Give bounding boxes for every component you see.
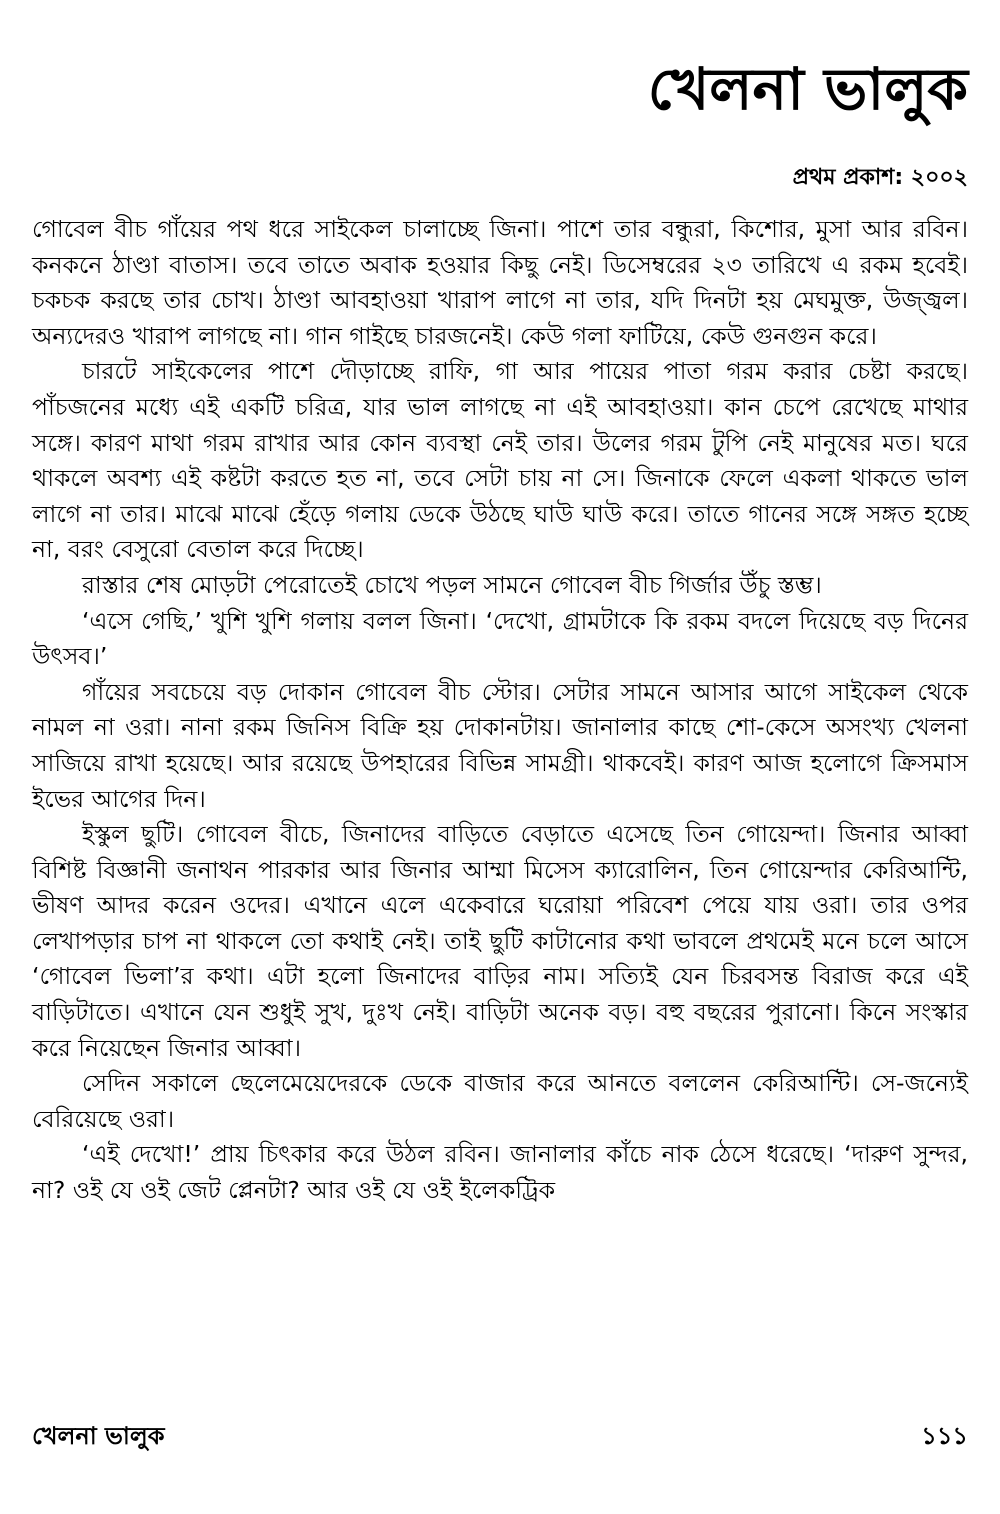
paragraph: গোবেল বীচ গাঁয়ের পথ ধরে সাইকেল চালাচ্ছে জিনা। পাশে তার বন্ধুরা, কিশোর, মুসা আর রবিন। কনকনে ঠাণ্ডা বাতাস। তবে তাতে অবাক হওয়ার কিছু নেই। ডিসেম্বরের ২৩ তারিখে এ রকম হবেই। চকচক করছে তার চোখ। ঠাণ্ডা আবহাওয়া খারাপ লাগে না তার, যদি দিনটা হয় মেঘমুক্ত, উজ্জ্বল। অন্যদেরও খারাপ লাগছে না। গান গাইছে চারজনেই। কেউ গলা ফাটিয়ে, কেউ গুনগুন করে। <box>32 215 968 350</box>
paragraph: ‘এসে গেছি,’ খুশি খুশি গলায় বলল জিনা। ‘দেখো, গ্রামটাকে কি রকম বদলে দিয়েছে বড় দিনের উৎসব।’ <box>32 606 968 671</box>
running-title: খেলনা ভালুক <box>32 1422 165 1450</box>
paragraph: চারটে সাইকেলের পাশে দৌড়াচ্ছে রাফি, গা আর পায়ের পাতা গরম করার চেষ্টা করছে। পাঁচজনের মধ্যে এই একটি চরিত্র, যার ভাল লাগছে না এই আবহাওয়া। কান চেপে রেখেছে মাথার সঙ্গে। কারণ মাথা গরম রাখার আর কোন ব্যবস্থা নেই তার। উলের গরম টুপি নেই মানুষের মত। ঘরে থাকলে অবশ্য এই কষ্টটা করতে হত না, তবে সেটা চায় না সে। জিনাকে ফেলে একলা থাকতে ভাল লাগে না তার। মাঝে মাঝে হেঁড়ে গলায় ডেকে উঠছে ঘাউ ঘাউ করে। তাতে গানের সঙ্গে সঙ্গত হচ্ছে না, বরং বেসুরো বেতাল করে দিচ্ছে। <box>32 357 968 564</box>
page-footer <box>32 1418 968 1458</box>
publication-info: প্রথম প্রকাশ: ২০০২ <box>792 165 968 190</box>
paragraph: ‘এই দেখো!’ প্রায় চিৎকার করে উঠল রবিন। জানালার কাঁচে নাক ঠেসে ধরেছে। ‘দারুণ সুন্দর, না? ওই যে ওই জেট প্লেনটা? আর ওই যে ওই ইলেকট্রিক <box>32 1140 968 1205</box>
chapter-title: খেলনা ভালুক <box>647 55 968 123</box>
page-number: ১১১ <box>921 1422 968 1450</box>
paragraph: ইস্কুল ছুটি। গোবেল বীচে, জিনাদের বাড়িতে বেড়াতে এসেছে তিন গোয়েন্দা। জিনার আব্বা বিশিষ্ট বিজ্ঞানী জনাথন পারকার আর জিনার আম্মা মিসেস ক্যারোলিন, তিন গোয়েন্দার কেরিআন্টি, ভীষণ আদর করেন ওদের। এখানে এলে একেবারে ঘরোয়া পরিবেশ পেয়ে যায় ওরা। তার ওপর লেখাপড়ার চাপ না থাকলে তো কথাই নেই। তাই ছুটি কাটানোর কথা ভাবলে প্রথমেই মনে চলে আসে ‘গোবেল ভিলা’র কথা। এটা হলো জিনাদের বাড়ির নাম। সত্যিই যেন চিরবসন্ত বিরাজ করে এই বাড়িটাতে। এখানে যেন শুধুই সুখ, দুঃখ নেই। বাড়িটা অনেক বড়। বহু বছরের পুরানো। কিনে সংস্কার করে নিয়েছেন জিনার আব্বা। <box>32 820 968 1062</box>
book-page <box>32 0 968 1514</box>
paragraph: গাঁয়ের সবচেয়ে বড় দোকান গোবেল বীচ স্টোর। সেটার সামনে আসার আগে সাইকেল থেকে নামল না ওরা। নানা রকম জিনিস বিক্রি হয় দোকানটায়। জানালার কাছে শো-কেসে অসংখ্য খেলনা সাজিয়ে রাখা হয়েছে। আর রয়েছে উপহারের বিভিন্ন সামগ্রী। থাকবেই। কারণ আজ হলোগে ক্রিসমাস ইভের আগের দিন। <box>32 677 968 813</box>
chapter-body <box>32 212 968 1209</box>
paragraph: সেদিন সকালে ছেলেমেয়েদেরকে ডেকে বাজার করে আনতে বললেন কেরিআন্টি। সে-জন্যেই বেরিয়েছে ওরা। <box>32 1069 968 1133</box>
paragraph: রাস্তার শেষ মোড়টা পেরোতেই চোখে পড়ল সামনে গোবেল বীচ গির্জার উঁচু স্তম্ভ। <box>82 570 822 599</box>
